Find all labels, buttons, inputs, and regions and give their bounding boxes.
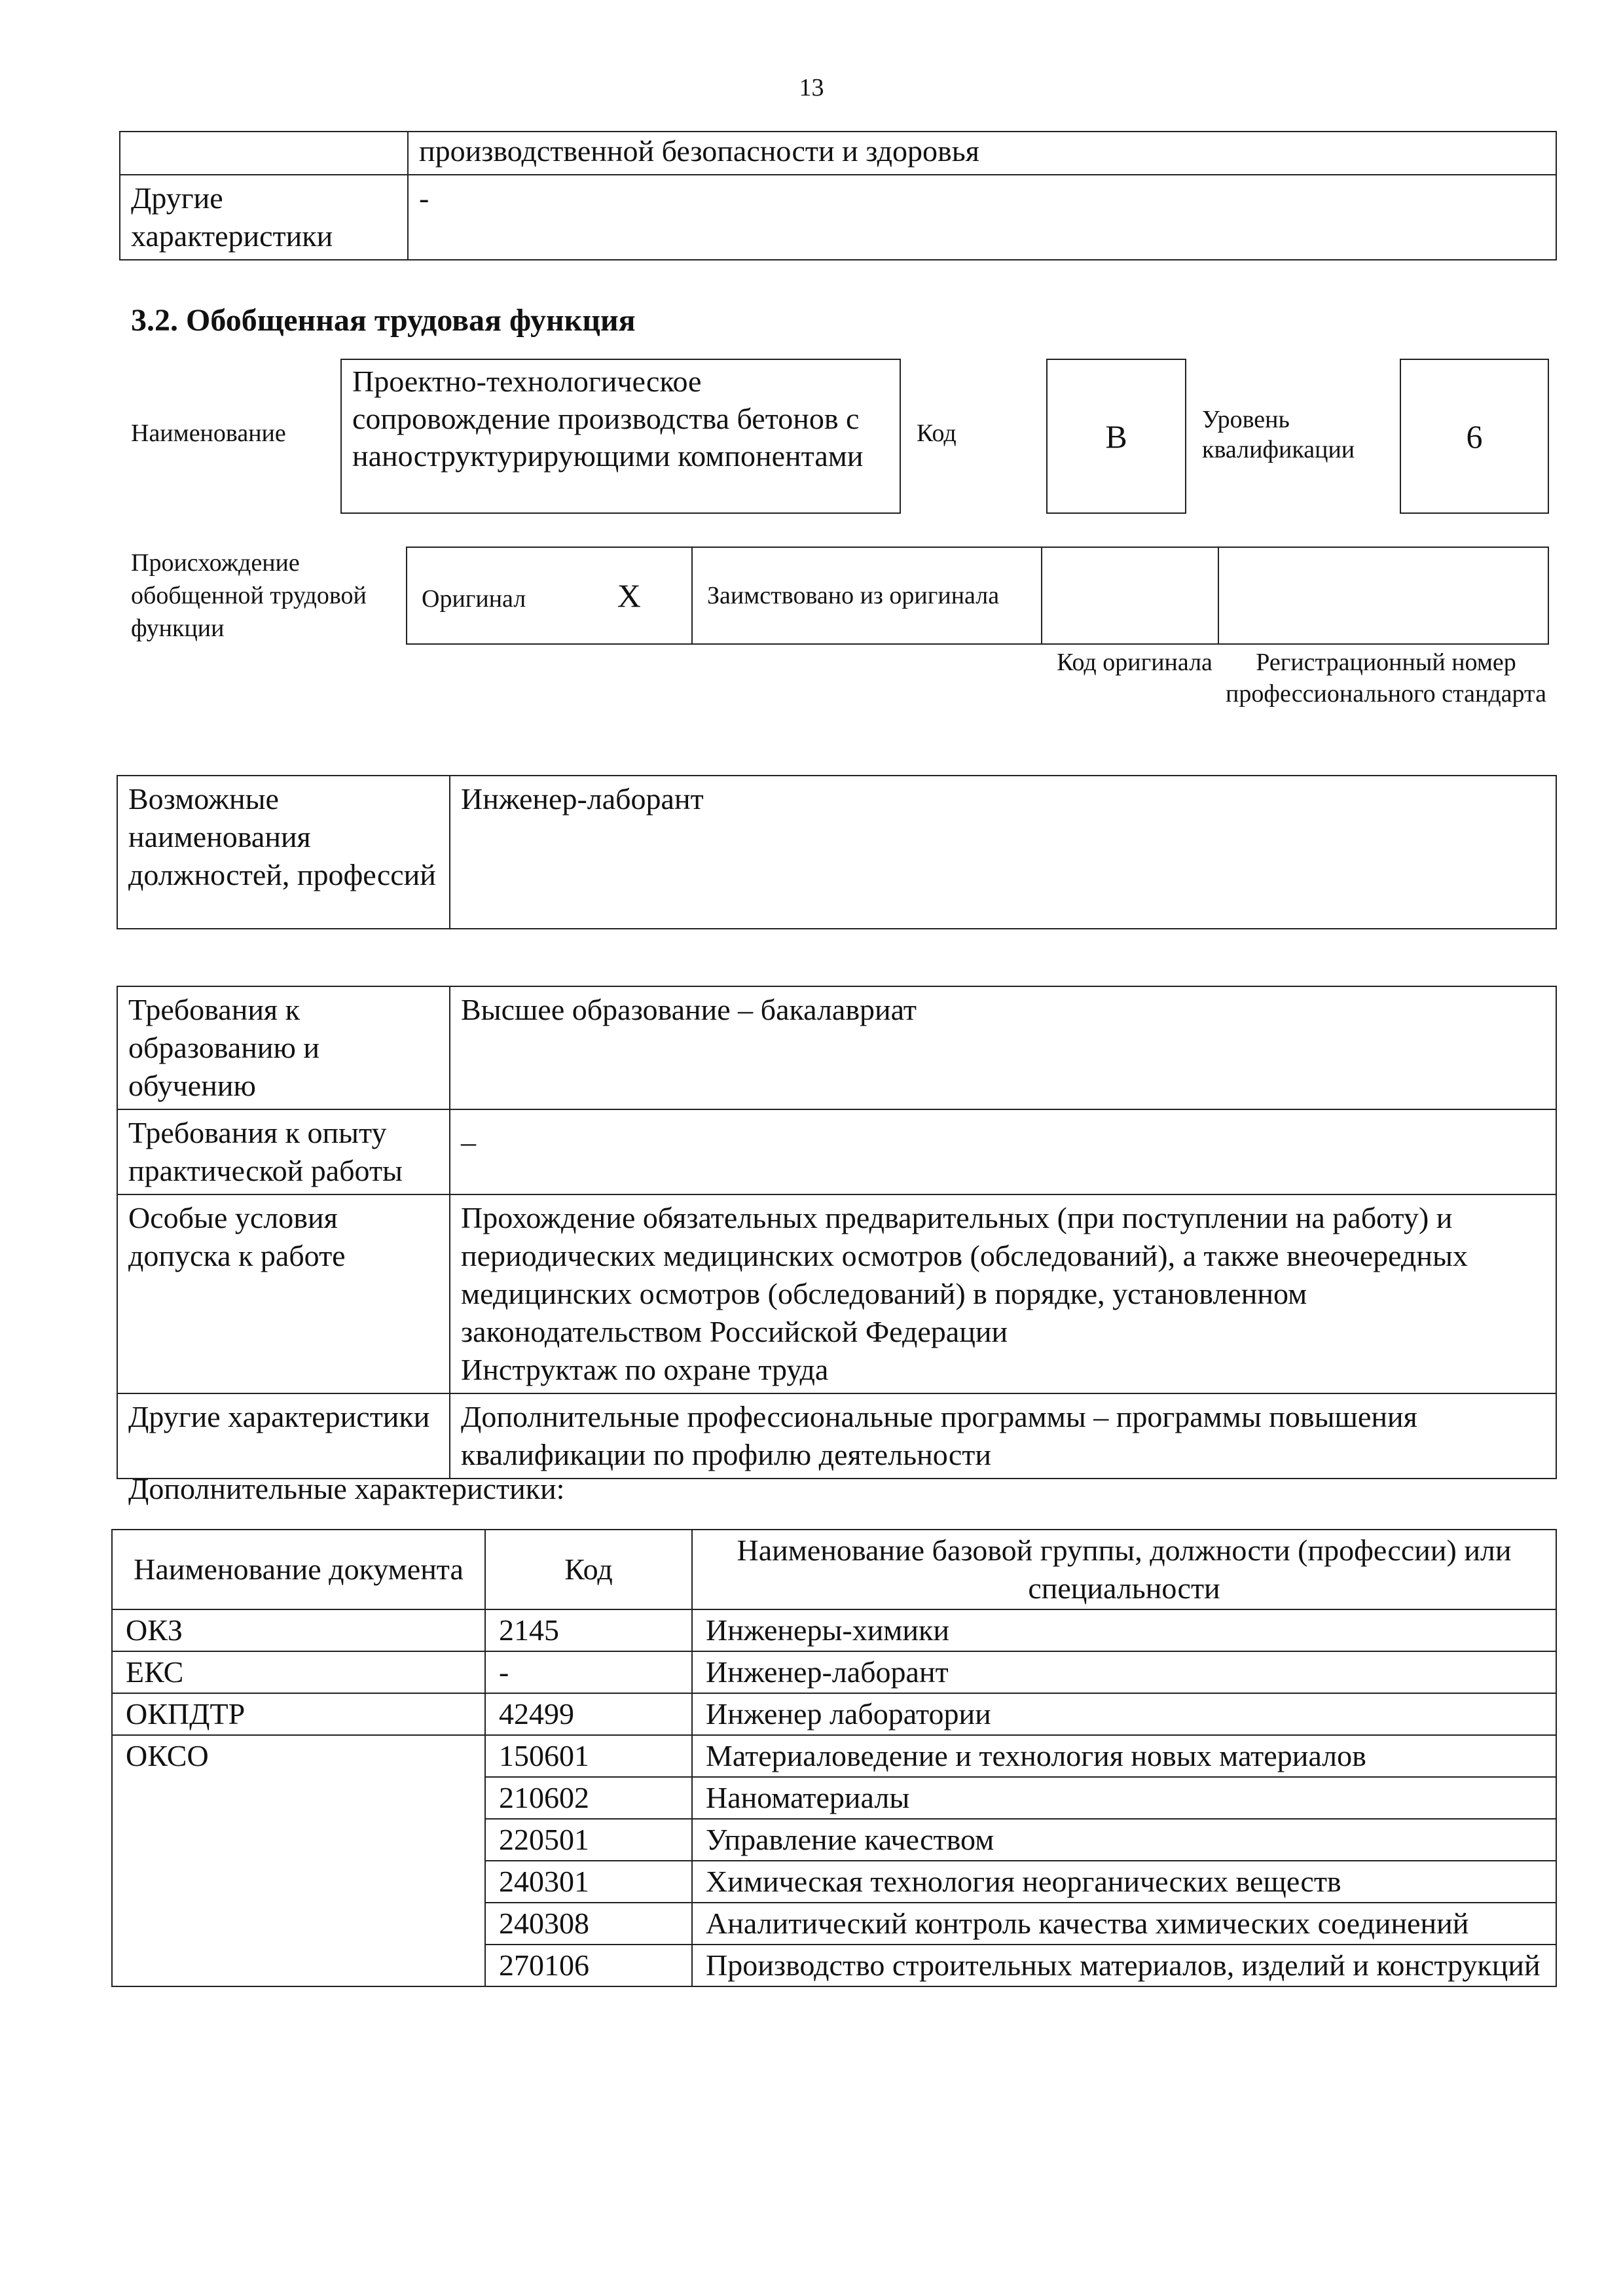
positions-value: Инженер-лаборант xyxy=(450,776,1556,929)
name-cell: Управление качеством xyxy=(692,1819,1556,1861)
table-row xyxy=(112,1735,1556,1777)
admission-cell xyxy=(450,1194,1556,1393)
qualification-level-label: Уровень квалификации xyxy=(1202,406,1355,463)
table-row xyxy=(112,1609,1556,1651)
doc-cell: ЕКС xyxy=(112,1651,485,1693)
doc-cell: ОКПДТР xyxy=(112,1693,485,1735)
code-label: Код xyxy=(917,420,957,447)
name-cell: Химическая технология неорганических веществ xyxy=(692,1861,1556,1903)
admission-value: Прохождение обязательных предварительных (при поступлении на работу) и периодических медицинских осмотров (обследований), а также внеочередных медицинских осмотров (обследований) в порядке, установленном законодательством Российской Федерации xyxy=(461,1201,1468,1348)
name-cell: Производство строительных материалов, изделий и конструкций xyxy=(692,1945,1556,1986)
code-cell: 220501 xyxy=(485,1819,692,1861)
reg-number-cell xyxy=(1218,547,1548,644)
top-continuation-table xyxy=(119,131,1557,260)
code-box: B xyxy=(1046,359,1186,514)
code-cell: - xyxy=(485,1651,692,1693)
origin-label: Происхождение обобщенной трудовой функции xyxy=(131,549,367,642)
other-label: Другие характеристики xyxy=(117,1393,450,1479)
positions-table xyxy=(117,775,1557,929)
positions-label: Возможные наименования должностей, профессий xyxy=(117,776,450,929)
admission-label: Особые условия допуска к работе xyxy=(117,1194,450,1393)
empty-cell xyxy=(120,132,408,175)
code-cell: 2145 xyxy=(485,1609,692,1651)
origin-table xyxy=(406,547,1549,645)
experience-label: Требования к опыту практической работы xyxy=(117,1109,450,1194)
original-cell xyxy=(407,547,692,644)
education-label: Требования к образованию и обучению xyxy=(117,986,450,1109)
name-cell: Наноматериалы xyxy=(692,1777,1556,1819)
name-label: Наименование xyxy=(131,420,286,447)
education-value: Высшее образование – бакалавриат xyxy=(450,986,1556,1109)
header-name: Наименование базовой группы, должности (профессии) или специальности xyxy=(692,1530,1556,1609)
code-cell: 240301 xyxy=(485,1861,692,1903)
other-characteristics-label: Другие характеристики xyxy=(120,175,408,260)
function-name-box: Проектно-технологическое сопровождение производства бетонов с наноструктурирующими компонентами xyxy=(340,359,901,514)
code-original-cell xyxy=(1042,547,1218,644)
original-mark: X xyxy=(617,577,641,614)
other-characteristics-value: - xyxy=(408,175,1556,260)
name-cell: Инженер-лаборант xyxy=(692,1651,1556,1693)
code-cell: 270106 xyxy=(485,1945,692,1986)
code-cell: 42499 xyxy=(485,1693,692,1735)
code-cell: 240308 xyxy=(485,1903,692,1945)
borrowed-label: Заимствовано из оригинала xyxy=(692,547,1042,644)
doc-cell: ОКЗ xyxy=(112,1609,485,1651)
header-document: Наименование документа xyxy=(112,1530,485,1609)
other-value: Дополнительные профессиональные программы – программы повышения квалификации по профилю деятельности xyxy=(450,1393,1556,1479)
requirements-table xyxy=(117,986,1557,1479)
admission-value-2: Инструктаж по охране труда xyxy=(461,1353,829,1386)
qualification-level-box: 6 xyxy=(1400,359,1549,514)
extra-heading: Дополнительные характеристики: xyxy=(128,1472,565,1505)
header-code: Код xyxy=(485,1530,692,1609)
name-cell: Инженеры-химики xyxy=(692,1609,1556,1651)
extra-table xyxy=(111,1529,1557,1987)
name-cell: Аналитический контроль качества химических соединений xyxy=(692,1903,1556,1945)
continuation-text: производственной безопасности и здоровья xyxy=(408,132,1556,175)
experience-value: – xyxy=(450,1109,1556,1194)
section-heading: 3.2. Обобщенная трудовая функция xyxy=(131,303,636,338)
name-cell: Инженер лаборатории xyxy=(692,1693,1556,1735)
table-row xyxy=(112,1651,1556,1693)
code-cell: 150601 xyxy=(485,1735,692,1777)
page-number: 13 xyxy=(799,74,824,101)
code-original-caption: Код оригинала xyxy=(1057,649,1213,676)
code-cell: 210602 xyxy=(485,1777,692,1819)
name-cell: Материаловедение и технология новых материалов xyxy=(692,1735,1556,1777)
table-row xyxy=(112,1693,1556,1735)
original-label: Оригинал xyxy=(422,585,526,613)
doc-cell: ОКСО xyxy=(112,1735,485,1986)
reg-number-caption: Регистрационный номер профессионального стандарта xyxy=(1226,649,1546,708)
